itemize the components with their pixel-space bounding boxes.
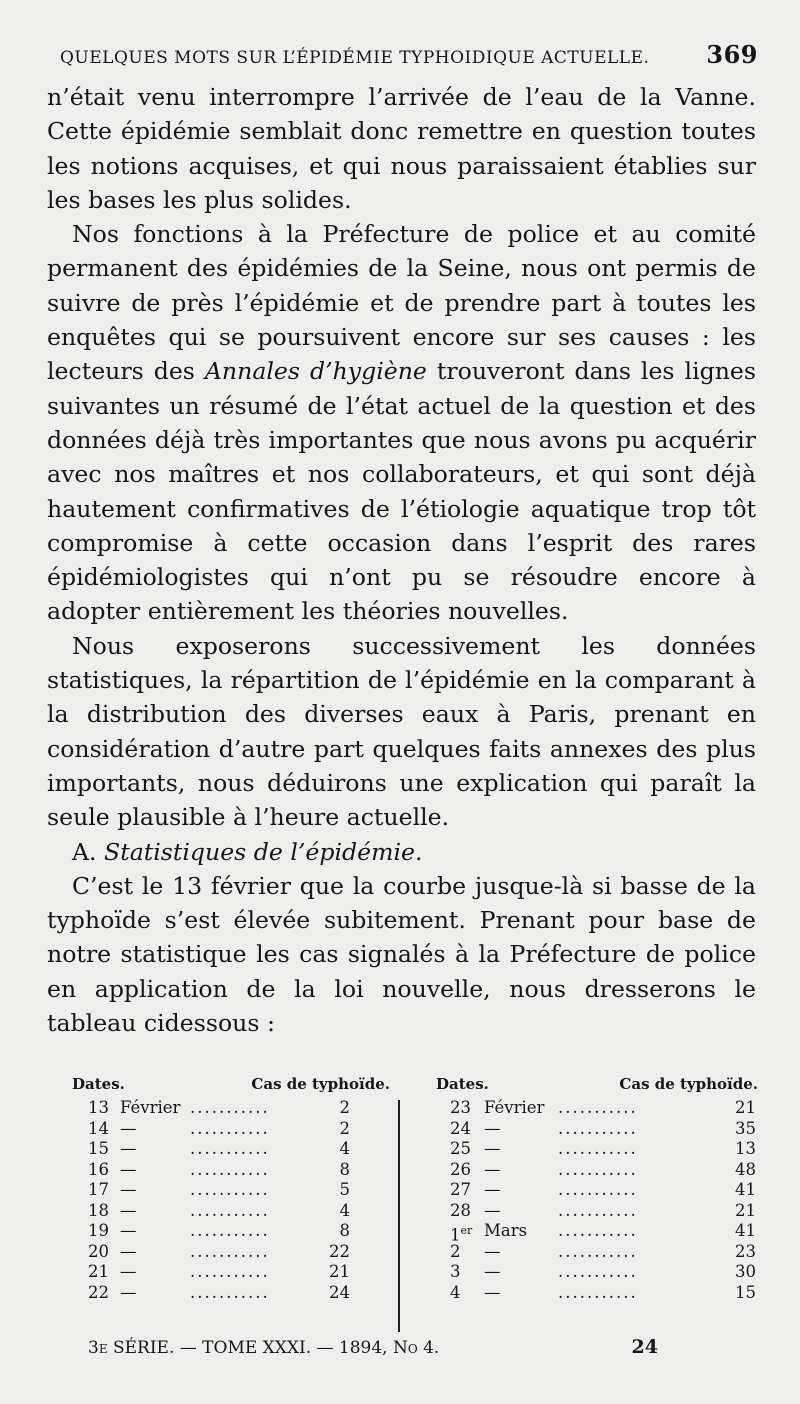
row-leader-dots: ........... bbox=[558, 1221, 638, 1240]
row-leader-dots: ........... bbox=[558, 1180, 638, 1199]
table-row bbox=[72, 1221, 390, 1242]
row-month: — bbox=[484, 1262, 501, 1281]
row-month: Février bbox=[484, 1098, 545, 1117]
row-month: — bbox=[484, 1200, 501, 1220]
row-month: — bbox=[120, 1262, 137, 1281]
row-month: — bbox=[484, 1159, 501, 1179]
header-dates: Dates. bbox=[436, 1075, 489, 1093]
row-month: — bbox=[484, 1118, 501, 1138]
row-cases: 23 bbox=[735, 1241, 756, 1261]
table-row bbox=[72, 1119, 390, 1140]
row-day: 3 bbox=[450, 1262, 461, 1281]
row-month: — bbox=[120, 1118, 137, 1138]
row-leader-dots: ........... bbox=[190, 1221, 270, 1240]
table-row bbox=[72, 1139, 390, 1160]
paragraph-1: n’était venu interrompre l’arrivée de l’eau de la Vanne. Cette épidémie semblait donc remettre en question toutes les notions acquises, et qui nous paraissaient établies sur les bases les plus solides. bbox=[47, 83, 756, 214]
row-cases: 8 bbox=[339, 1221, 350, 1240]
typhoid-cases-table bbox=[72, 1072, 762, 1332]
table-row bbox=[436, 1201, 758, 1222]
page-footer bbox=[88, 1338, 658, 1368]
header-dates: Dates. bbox=[72, 1075, 125, 1093]
row-day: 20 bbox=[88, 1241, 109, 1261]
row-leader-dots: ........... bbox=[558, 1241, 638, 1261]
row-cases: 4 bbox=[339, 1139, 350, 1158]
row-leader-dots: ........... bbox=[190, 1159, 270, 1179]
row-month: — bbox=[120, 1200, 137, 1220]
row-cases: 30 bbox=[735, 1262, 756, 1281]
row-leader-dots: ........... bbox=[190, 1262, 270, 1281]
row-cases: 22 bbox=[329, 1241, 350, 1261]
running-header bbox=[60, 40, 760, 76]
section-heading bbox=[47, 835, 756, 869]
table-right-header bbox=[436, 1072, 758, 1098]
row-cases: 48 bbox=[735, 1159, 756, 1179]
row-cases: 5 bbox=[339, 1180, 350, 1199]
row-day: 18 bbox=[88, 1200, 109, 1220]
row-month: — bbox=[484, 1241, 501, 1261]
page-number: 369 bbox=[706, 40, 758, 69]
row-day: 17 bbox=[88, 1180, 109, 1199]
row-day: 14 bbox=[88, 1118, 109, 1138]
row-day-suffix: er bbox=[460, 1224, 473, 1237]
row-day: 28 bbox=[450, 1200, 471, 1220]
table-row bbox=[436, 1283, 758, 1304]
row-month: — bbox=[484, 1139, 501, 1158]
paragraph-2-text: Nos fonctions à la Préfecture de police et au comité permanent des épidémies de la Seine, nous ont permis de suivre de près l’épidémie et de prendre part à toutes les enquêtes qui se poursuivent encore sur ses causes : les lecteurs des bbox=[47, 220, 756, 386]
table-right-column bbox=[436, 1072, 758, 1303]
body-text bbox=[47, 80, 756, 1040]
row-cases: 41 bbox=[735, 1221, 756, 1240]
row-cases: 21 bbox=[329, 1262, 350, 1281]
table-row bbox=[436, 1262, 758, 1283]
table-row bbox=[436, 1160, 758, 1181]
row-day: 2 bbox=[450, 1241, 461, 1261]
row-day: 25 bbox=[450, 1139, 471, 1158]
table-row bbox=[72, 1262, 390, 1283]
table-row bbox=[436, 1180, 758, 1201]
row-cases: 8 bbox=[339, 1159, 350, 1179]
row-cases: 21 bbox=[735, 1098, 756, 1117]
row-cases: 35 bbox=[735, 1118, 756, 1138]
header-cases: Cas de typhoïde. bbox=[251, 1075, 390, 1093]
row-cases: 21 bbox=[735, 1200, 756, 1220]
row-day-number: 1 bbox=[450, 1225, 461, 1245]
row-day: 21 bbox=[88, 1262, 109, 1281]
row-month: — bbox=[120, 1282, 137, 1302]
table-row bbox=[436, 1242, 758, 1263]
row-leader-dots: ........... bbox=[190, 1180, 270, 1199]
table-row bbox=[72, 1160, 390, 1181]
row-leader-dots: ........... bbox=[190, 1098, 270, 1117]
table-left-column bbox=[72, 1072, 390, 1303]
row-cases: 2 bbox=[339, 1118, 350, 1138]
table-row bbox=[436, 1139, 758, 1160]
signature-mark: 3e SÉRIE. — TOME XXXI. — 1894, No 4. bbox=[88, 1338, 440, 1358]
row-cases: 4 bbox=[339, 1200, 350, 1220]
row-leader-dots: ........... bbox=[558, 1262, 638, 1281]
row-month: — bbox=[484, 1282, 501, 1302]
paragraph-3: Nous exposerons successivement les données statistiques, la répartition de l’épidémie en la comparant à la distribution des diverses eaux à Paris, prenant en considération d’autre part quelques faits annexes des plus importants, nous déduirons une explication qui paraît la seule plausible à l’heure actuelle. bbox=[47, 631, 756, 832]
row-leader-dots: ........... bbox=[190, 1241, 270, 1261]
signature-number: 24 bbox=[631, 1336, 658, 1358]
table-row bbox=[72, 1098, 390, 1119]
row-day: 16 bbox=[88, 1159, 109, 1179]
row-day: 24 bbox=[450, 1118, 471, 1138]
row-month: — bbox=[484, 1180, 501, 1199]
row-leader-dots: ........... bbox=[558, 1139, 638, 1158]
row-day: 4 bbox=[450, 1282, 461, 1302]
row-leader-dots: ........... bbox=[190, 1200, 270, 1220]
table-row bbox=[72, 1242, 390, 1263]
journal-title: Annales d’hygiène bbox=[204, 357, 427, 386]
table-row bbox=[436, 1098, 758, 1119]
table-row bbox=[72, 1283, 390, 1304]
row-cases: 41 bbox=[735, 1180, 756, 1199]
row-day: 27 bbox=[450, 1180, 471, 1199]
paragraph-4: C’est le 13 février que la courbe jusque-là si basse de la typhoïde s’est élevée subitement. Prenant pour base de notre statistique les cas signalés à la Préfecture de police en application de la loi nouvelle, nous dresserons le tableau cidessous : bbox=[47, 871, 756, 1038]
running-title: QUELQUES MOTS SUR L’ÉPIDÉMIE TYPHOIDIQUE ACTUELLE. bbox=[60, 48, 650, 68]
row-month: Février bbox=[120, 1098, 181, 1117]
row-leader-dots: ........... bbox=[190, 1139, 270, 1158]
row-leader-dots: ........... bbox=[558, 1282, 638, 1302]
section-letter: A. bbox=[72, 837, 97, 866]
row-month: — bbox=[120, 1241, 137, 1261]
row-day: 15 bbox=[88, 1139, 109, 1158]
paragraph-2-cont: trouveront dans les lignes suivantes un résumé de l’état actuel de la question et des données déjà très importantes que nous avons pu acquérir avec nos maîtres et nos collaborateurs, et qui sont déjà hautement confirmatives de l’étiologie aquatique trop tôt compromise à cette occasion dans l’esprit des rares épidémiologistes qui n’ont pu se résoudre encore à adopter entièrement les théories nouvelles. bbox=[47, 357, 756, 626]
row-day: 13 bbox=[88, 1098, 109, 1117]
row-leader-dots: ........... bbox=[558, 1098, 638, 1117]
row-leader-dots: ........... bbox=[558, 1159, 638, 1179]
row-leader-dots: ........... bbox=[190, 1282, 270, 1302]
row-month: Mars bbox=[484, 1221, 528, 1240]
row-day: 19 bbox=[88, 1221, 109, 1240]
row-day: 22 bbox=[88, 1282, 109, 1302]
row-cases: 24 bbox=[329, 1282, 350, 1302]
table-row bbox=[72, 1201, 390, 1222]
row-month: — bbox=[120, 1159, 137, 1179]
row-cases: 2 bbox=[339, 1098, 350, 1117]
row-day: 26 bbox=[450, 1159, 471, 1179]
row-leader-dots: ........... bbox=[558, 1200, 638, 1220]
row-cases: 13 bbox=[735, 1139, 756, 1158]
paragraph-2 bbox=[47, 217, 756, 629]
row-cases: 15 bbox=[735, 1282, 756, 1302]
row-month: — bbox=[120, 1139, 137, 1158]
table-row bbox=[436, 1221, 758, 1245]
section-title: Statistiques de l’épidémie. bbox=[104, 837, 423, 866]
column-divider bbox=[398, 1100, 400, 1332]
table-left-header bbox=[72, 1072, 390, 1098]
table-row bbox=[436, 1119, 758, 1140]
row-leader-dots: ........... bbox=[190, 1118, 270, 1138]
header-cases: Cas de typhoïde. bbox=[619, 1075, 758, 1093]
row-day: 23 bbox=[450, 1098, 471, 1117]
row-month: — bbox=[120, 1180, 137, 1199]
row-month: — bbox=[120, 1221, 137, 1240]
table-row bbox=[72, 1180, 390, 1201]
row-leader-dots: ........... bbox=[558, 1118, 638, 1138]
